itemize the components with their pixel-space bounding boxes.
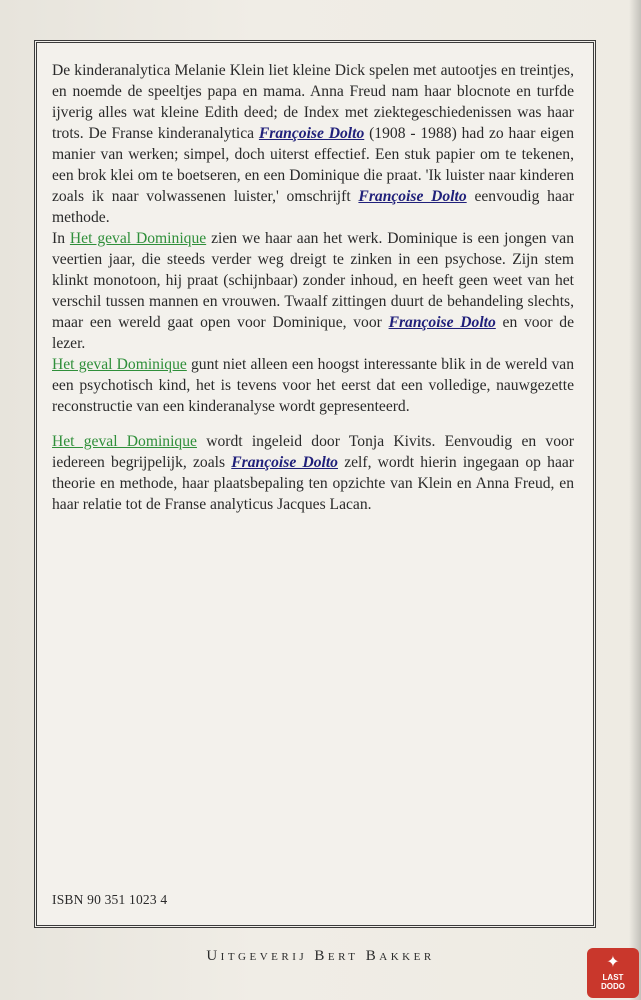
book-title-link[interactable]: Het geval Dominique — [69, 230, 207, 247]
spine-shadow — [629, 0, 641, 1000]
watermark-logo: ✦ LAST DODO — [587, 948, 639, 998]
paragraph-2: In Het geval Dominique zien we haar aan het werk. Dominique is een jongen van veertien jaar, die steeds verder weg dreigt te zinken in een psychose. Zijn stem klinkt monotoon, hij praat (schijnbaar) zonder inhoud, en heeft geen weet van het verschil tussen mannen en vrouwen. Twaalf zittingen duurt de behandeling slechts, maar een wereld gaat open voor Dominique, voor Françoise Dolto en voor de lezer. — [52, 230, 575, 352]
dodo-icon: ✦ — [606, 954, 620, 971]
blurb-text — [52, 60, 574, 515]
paragraph-3: Het geval Dominique gunt niet alleen een hoogst interessante blik in de wereld van een psychotisch kind, het is tevens voor het eerst dat een volledige, nauwgezette reconstructie van een kinderanalyse wordt gepresenteerd. — [52, 356, 574, 415]
author-link[interactable]: Françoise Dolto — [388, 314, 496, 331]
author-link[interactable]: Françoise Dolto — [258, 125, 365, 142]
publisher-name: Uitgeverij Bert Bakker — [206, 948, 435, 964]
author-link[interactable]: Françoise Dolto — [231, 454, 338, 471]
author-link[interactable]: Françoise Dolto — [358, 188, 467, 205]
isbn-number: ISBN 90 351 1023 4 — [52, 892, 168, 907]
book-title-link[interactable]: Het geval Dominique — [52, 356, 187, 373]
paragraph-1: De kinderanalytica Melanie Klein liet kleine Dick spelen met autootjes en treintjes, en noemde de speeltjes papa en mama. Anna Freud nam haar blocnote en turfde ijverig alles wat kleine Edith deed; de Index met ziektegeschiedenissen was haar trots. De Franse kinderanalytica Françoise Dolto (1908 - 1988) had zo haar eigen manier van werken; simpel, doch uiterst effectief. Een stuk papier om te tekenen, een brok klei om te boetseren, en een Dominique die praat. 'Ik luister naar kinderen zoals ik naar volwassenen luister,' omschrijft Françoise Dolto eenvoudig haar methode. — [52, 62, 575, 226]
paragraph-4: Het geval Dominique wordt ingeleid door Tonja Kivits. Eenvoudig en voor iedereen begrijpelijk, zoals Françoise Dolto zelf, wordt hierin ingegaan op haar theorie en methode, haar plaatsbepaling ten opzichte van Klein en Anna Freud, en haar relatie tot de Franse analyticus Jacques Lacan. — [52, 433, 574, 513]
book-title-link[interactable]: Het geval Dominique — [52, 433, 197, 450]
